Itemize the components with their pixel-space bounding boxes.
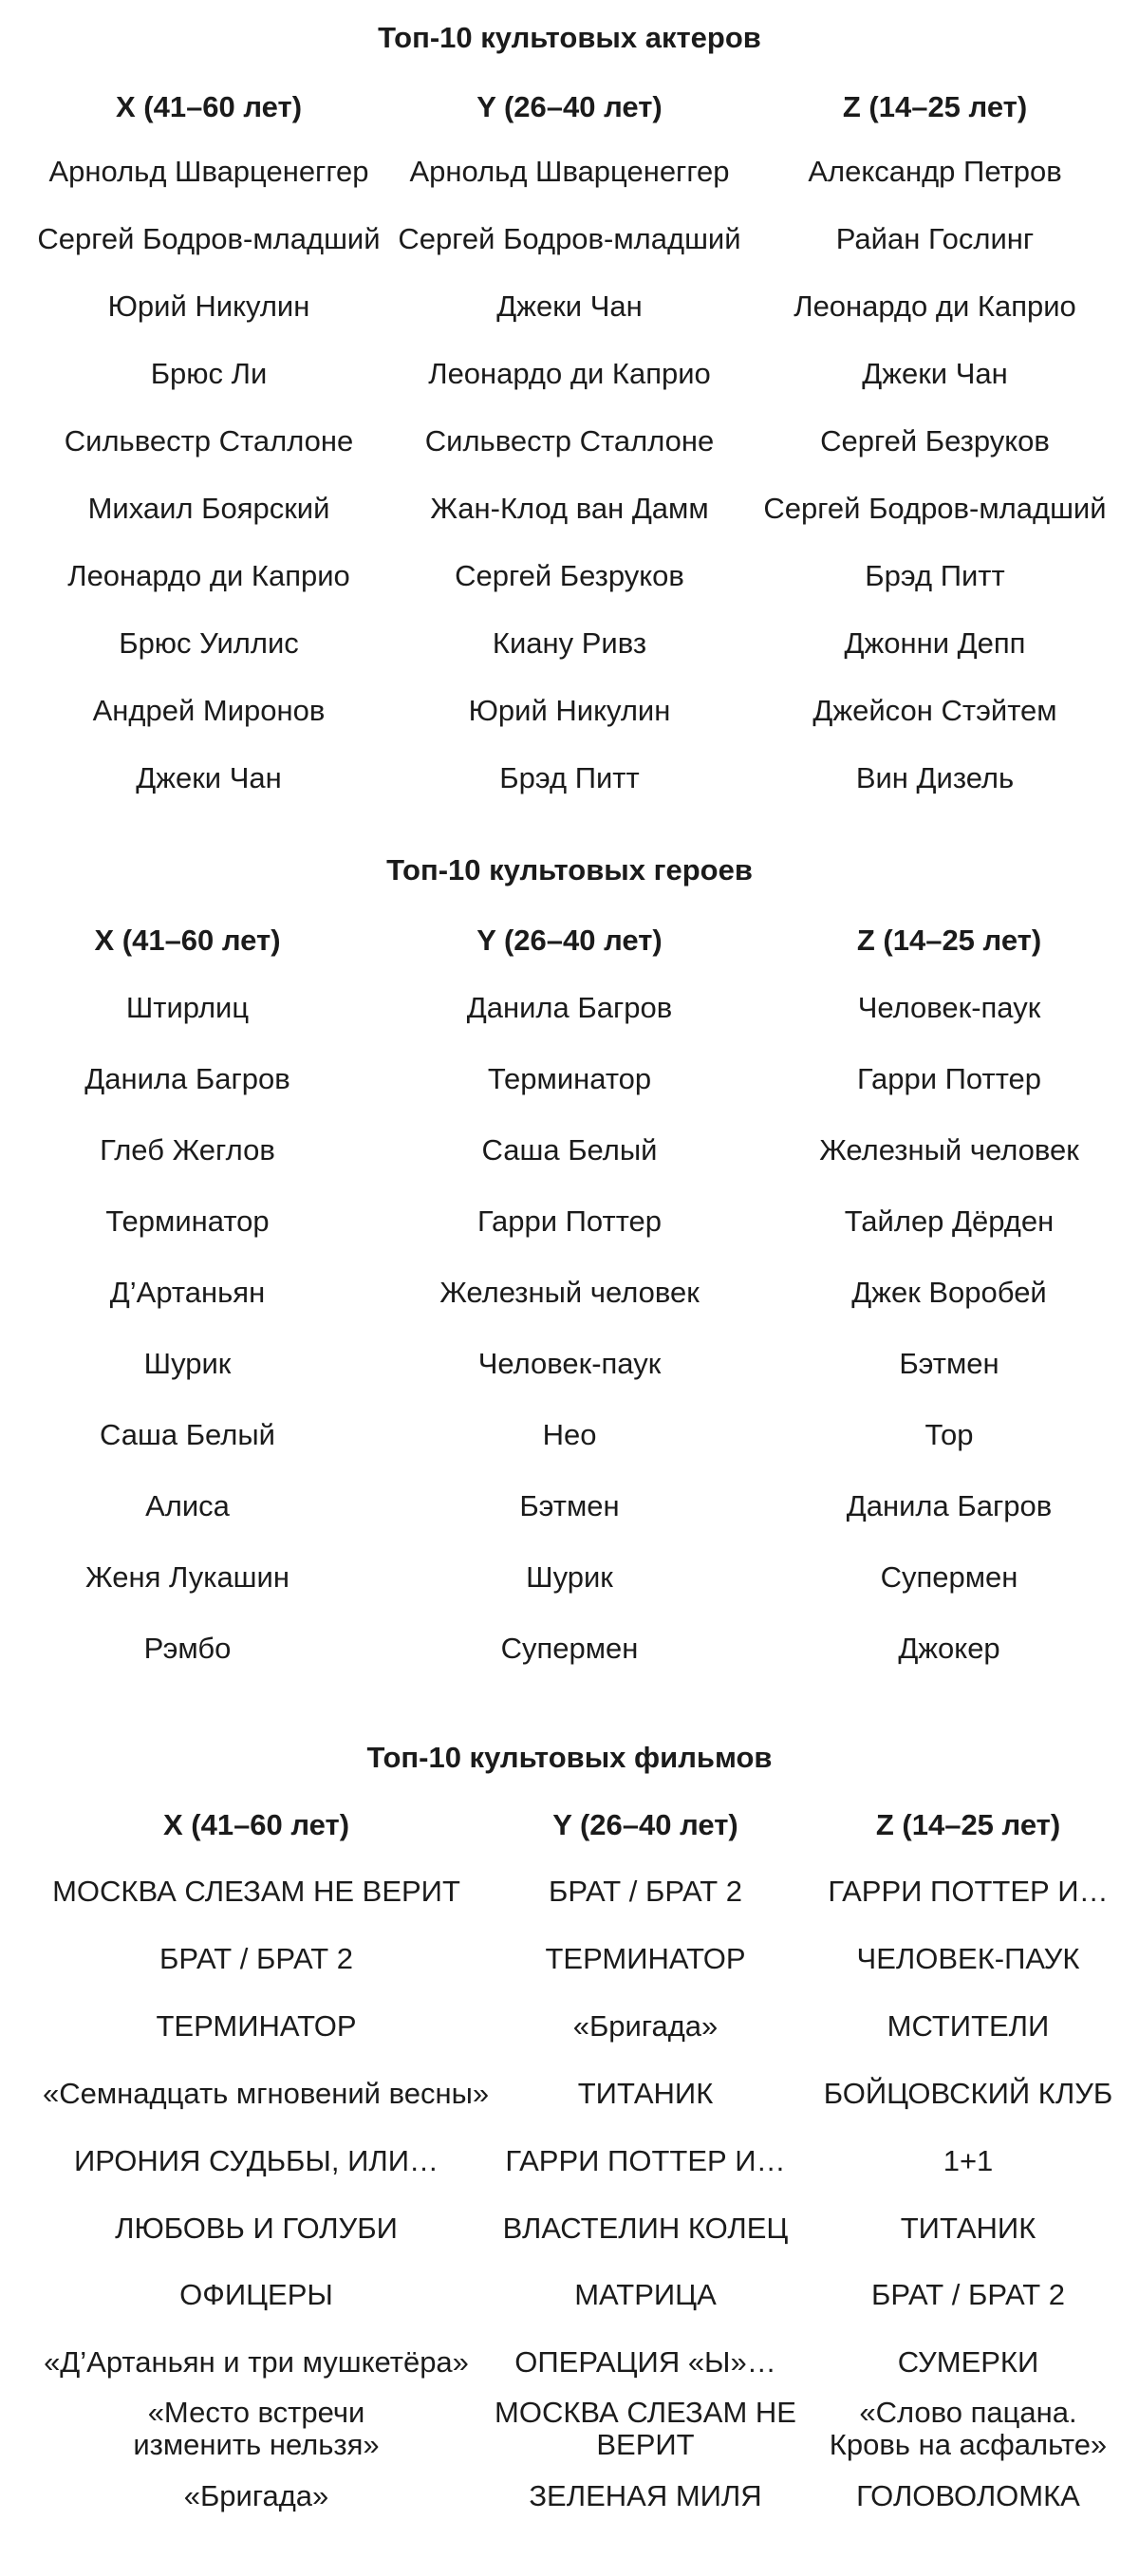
list-item: ТЕРМИНАТОР: [156, 2009, 357, 2043]
list-item: Джеки Чан: [496, 289, 643, 323]
list-item: Саша Белый: [100, 1418, 275, 1451]
list-item: ОПЕРАЦИЯ «Ы»…: [514, 2345, 776, 2379]
list-item: Юрий Никулин: [107, 289, 310, 323]
list-item: ТИТАНИК: [577, 2077, 714, 2110]
list-item: Райан Гослинг: [835, 222, 1035, 255]
list-item: Алиса: [145, 1489, 230, 1522]
list-item: МОСКВА СЛЕЗАМ НЕ ВЕРИТ: [52, 1875, 460, 1908]
list-item: Сильвестр Сталлоне: [424, 424, 715, 457]
list-item: Сильвестр Сталлоне: [64, 424, 354, 457]
actors-title: Топ-10 культовых актеров: [378, 21, 761, 54]
list-item: ТИТАНИК: [900, 2212, 1036, 2245]
list-item: Терминатор: [487, 1062, 652, 1095]
list-item: Глеб Жеглов: [100, 1133, 275, 1167]
list-item: МАТРИЦА: [574, 2278, 717, 2311]
list-item: ГАРРИ ПОТТЕР И…: [828, 1875, 1109, 1908]
list-item: Джек Воробей: [851, 1276, 1047, 1309]
list-item: ИРОНИЯ СУДЬБЫ, ИЛИ…: [74, 2144, 439, 2177]
list-item: ЧЕЛОВЕК-ПАУК: [856, 1942, 1080, 1975]
list-item: Юрий Никулин: [468, 694, 671, 727]
list-item: Леонардо ди Каприо: [428, 357, 711, 390]
list-item: Данила Багров: [466, 991, 673, 1024]
list-item: Джонни Депп: [844, 626, 1026, 660]
list-item: Железный человек: [439, 1276, 700, 1309]
list-item: ВЛАСТЕЛИН КОЛЕЦ: [502, 2212, 789, 2245]
list-item: Сергей Безруков: [455, 559, 684, 592]
list-item: Супермен: [880, 1560, 1018, 1594]
list-item: Гарри Поттер: [856, 1062, 1042, 1095]
list-item: БРАТ / БРАТ 2: [159, 1942, 353, 1975]
list-item: Андрей Миронов: [92, 694, 326, 727]
list-item: Михаил Боярский: [87, 492, 330, 525]
list-item: БРАТ / БРАТ 2: [549, 1875, 742, 1908]
list-item: Данила Багров: [84, 1062, 290, 1095]
list-item: Нео: [542, 1418, 597, 1451]
list-item: Тайлер Дёрден: [844, 1204, 1055, 1238]
list-item: ТЕРМИНАТОР: [545, 1942, 746, 1975]
list-item: Железный человек: [819, 1133, 1079, 1167]
list-item: Сергей Бодров-младший: [763, 492, 1107, 525]
list-item: «Семнадцать мгновений весны»: [43, 2077, 490, 2110]
list-item: Бэтмен: [519, 1489, 620, 1522]
list-item: Сергей Безруков: [820, 424, 1050, 457]
list-item: ГОЛОВОЛОМКА: [856, 2479, 1080, 2512]
actors-col-y-header: Y (26–40 лет): [476, 90, 663, 123]
films-col-z-header: Z (14–25 лет): [875, 1808, 1061, 1841]
list-item: Супермен: [500, 1632, 639, 1665]
list-item: 1+1: [943, 2144, 994, 2177]
list-item: Д’Артаньян: [109, 1276, 266, 1309]
list-item: Шурик: [526, 1560, 613, 1594]
list-item: Женя Лукашин: [85, 1560, 289, 1594]
list-item: Леонардо ди Каприо: [67, 559, 350, 592]
list-item: Джеки Чан: [862, 357, 1008, 390]
list-item: Брюс Ли: [150, 357, 268, 390]
list-item: БОЙЦОВСКИЙ КЛУБ: [823, 2077, 1113, 2110]
list-item: Леонардо ди Каприо: [794, 289, 1076, 323]
list-item: Вин Дизель: [855, 761, 1015, 794]
list-item: Штирлиц: [125, 991, 250, 1024]
list-item: Брюс Уиллис: [119, 626, 299, 660]
list-item: Жан-Клод ван Дамм: [430, 492, 709, 525]
list-item: ЛЮБОВЬ И ГОЛУБИ: [115, 2212, 398, 2245]
list-item: Данила Багров: [846, 1489, 1053, 1522]
list-item: Брэд Питт: [499, 761, 640, 794]
list-item: Джокер: [898, 1632, 1000, 1665]
list-item: БРАТ / БРАТ 2: [871, 2278, 1065, 2311]
heroes-title: Топ-10 культовых героев: [386, 853, 753, 887]
list-item: Человек-паук: [857, 991, 1041, 1024]
list-item: Сергей Бодров-младший: [37, 222, 381, 255]
list-item: ЗЕЛЕНАЯ МИЛЯ: [529, 2479, 762, 2512]
list-item: Сергей Бодров-младший: [398, 222, 741, 255]
list-item: Терминатор: [105, 1204, 270, 1238]
heroes-col-y-header: Y (26–40 лет): [476, 924, 663, 957]
list-item: Джеки Чан: [136, 761, 282, 794]
list-item: Джейсон Стэйтем: [812, 694, 1057, 727]
list-item: Человек-паук: [477, 1347, 662, 1380]
list-item: Гарри Поттер: [476, 1204, 663, 1238]
list-item: СУМЕРКИ: [897, 2345, 1039, 2379]
films-title: Топ-10 культовых фильмов: [366, 1741, 773, 1774]
films-col-x-header: X (41–60 лет): [162, 1808, 350, 1841]
list-item: Арнольд Шварценеггер: [409, 155, 730, 188]
actors-col-x-header: X (41–60 лет): [115, 90, 303, 123]
heroes-col-z-header: Z (14–25 лет): [856, 924, 1042, 957]
list-item: «Бригада»: [183, 2479, 329, 2512]
list-item: Киану Ривз: [492, 626, 647, 660]
list-item: «Д’Артаньян и три мушкетёра»: [44, 2345, 469, 2379]
list-item: «Бригада»: [572, 2009, 719, 2043]
list-item: МСТИТЕЛИ: [887, 2009, 1050, 2043]
list-item: МОСКВА СЛЕЗАМ НЕ ВЕРИТ: [495, 2396, 796, 2461]
list-item: Рэмбо: [143, 1632, 232, 1665]
list-item: «Слово пацана. Кровь на асфальте»: [829, 2396, 1108, 2461]
actors-col-z-header: Z (14–25 лет): [842, 90, 1028, 123]
list-item: Бэтмен: [899, 1347, 999, 1380]
list-item: Арнольд Шварценеггер: [48, 155, 369, 188]
list-item: Александр Петров: [808, 155, 1062, 188]
list-item: Шурик: [143, 1347, 232, 1380]
films-col-y-header: Y (26–40 лет): [552, 1808, 738, 1841]
list-item: ГАРРИ ПОТТЕР И…: [505, 2144, 786, 2177]
list-item: Саша Белый: [481, 1133, 658, 1167]
list-item: «Место встречи изменить нельзя»: [133, 2396, 380, 2461]
list-item: Тор: [924, 1418, 974, 1451]
heroes-col-x-header: X (41–60 лет): [94, 924, 281, 957]
list-item: ОФИЦЕРЫ: [179, 2278, 333, 2311]
list-item: Брэд Питт: [865, 559, 1005, 592]
